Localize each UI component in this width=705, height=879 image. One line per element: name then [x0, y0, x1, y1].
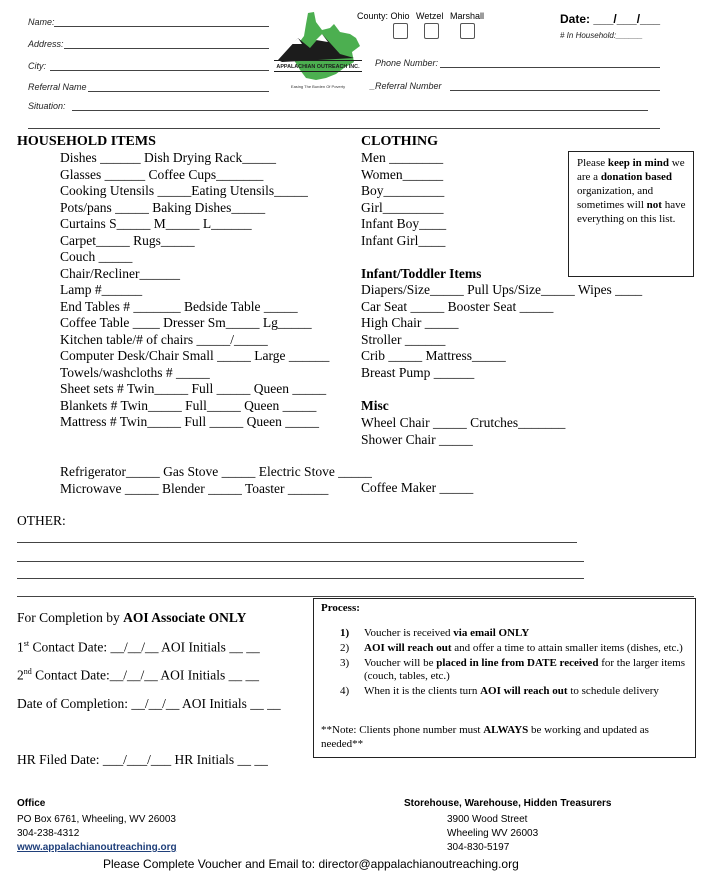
logo-name: APPALACHIAN OUTREACH INC. — [276, 64, 360, 70]
county-ohio-checkbox[interactable] — [393, 23, 408, 39]
office-phone: 304-238-4312 — [17, 828, 80, 839]
clothing-line[interactable]: Women______ — [361, 166, 444, 182]
household-line[interactable]: Cooking Utensils _____Eating Utensils_____ — [60, 183, 308, 198]
household-line[interactable]: Towels/washcloths # _____ — [60, 364, 210, 380]
household-line[interactable]: Chair/Recliner______ — [60, 265, 180, 281]
appliance-line[interactable]: Refrigerator_____ Gas Stove _____ Electric Stove _____ — [60, 464, 372, 479]
other-line-2[interactable] — [17, 561, 584, 562]
process-step — [340, 642, 690, 655]
address-label: Address: — [28, 39, 64, 49]
storehouse-title: Storehouse, Warehouse, Hidden Treasurers — [404, 798, 612, 809]
infant-heading: Infant/Toddler Items — [361, 266, 482, 281]
process-title: Process: — [321, 602, 360, 614]
name-field[interactable] — [54, 26, 269, 27]
name-label: Name: — [28, 17, 55, 27]
situation-field[interactable] — [72, 110, 648, 111]
county-label: County: Ohio — [357, 11, 410, 21]
website-link[interactable]: www.appalachianoutreaching.org — [17, 842, 177, 853]
process-step — [340, 657, 690, 683]
storehouse-street: 3900 Wood Street — [447, 814, 528, 825]
first-contact-field[interactable]: 1st Contact Date: __/__/__ AOI Initials __ __ — [17, 639, 260, 655]
infant-line[interactable]: Crib _____ Mattress_____ — [361, 348, 506, 363]
clothing-line[interactable]: Boy_________ — [361, 183, 445, 198]
storehouse-city: Wheeling WV 26003 — [447, 828, 539, 839]
referral-number-label: _Referral Number — [370, 81, 442, 91]
referral-number-field[interactable] — [450, 90, 660, 91]
clothing-heading: CLOTHING — [361, 134, 439, 149]
process-step-number: 3) — [340, 657, 350, 669]
process-step-text: Voucher will be — [364, 657, 437, 669]
process-step-text: Voucher is received — [364, 627, 454, 639]
coffee-maker-line[interactable]: Coffee Maker _____ — [361, 480, 474, 495]
second-contact-field[interactable]: 2nd Contact Date:__/__/__ AOI Initials __ __ — [17, 667, 259, 683]
household-line[interactable]: Dishes ______ Dish Drying Rack_____ — [60, 150, 276, 165]
office-title: Office — [17, 798, 46, 809]
county-wetzel-label: Wetzel — [416, 11, 444, 21]
process-step-text: to schedule delivery — [567, 685, 659, 697]
household-count-field[interactable]: # In Household:______ — [560, 31, 643, 40]
household-list — [60, 150, 329, 431]
city-label: City: — [28, 61, 46, 71]
clothing-line[interactable]: Girl_________ — [361, 199, 444, 215]
completion-date-field[interactable]: Date of Completion: __/__/__ AOI Initials __ __ — [17, 696, 281, 711]
process-steps — [340, 627, 690, 700]
infant-line[interactable]: Breast Pump ______ — [361, 364, 475, 380]
completion-title: For Completion by AOI Associate ONLY — [17, 610, 247, 625]
misc-heading: Misc — [361, 398, 389, 413]
address-field[interactable] — [64, 48, 269, 49]
other-label: OTHER: — [17, 513, 66, 528]
process-step-text: for the larger items (couch, tables, etc.) — [364, 657, 685, 682]
process-step-text: via email ONLY — [453, 627, 530, 639]
process-step-text: placed in line from DATE received — [436, 657, 599, 669]
logo-tagline: Easing The Burden Of Poverty — [290, 84, 346, 89]
infant-list — [361, 282, 642, 381]
misc-line[interactable]: Wheel Chair _____ Crutches_______ — [361, 415, 566, 430]
county-wetzel-checkbox[interactable] — [424, 23, 439, 39]
appliance-line[interactable]: Microwave _____ Blender _____ Toaster ______ — [60, 481, 329, 496]
misc-list — [361, 414, 565, 448]
city-field[interactable] — [50, 70, 269, 71]
infant-line[interactable]: High Chair _____ — [361, 315, 459, 330]
appliance-list — [60, 463, 372, 497]
county-marshall-checkbox[interactable] — [460, 23, 475, 39]
situation-field-line-2[interactable] — [28, 128, 660, 129]
clothing-line[interactable]: Infant Girl____ — [361, 232, 446, 248]
process-step-number: 2) — [340, 642, 350, 654]
household-line[interactable]: Lamp #______ — [60, 282, 143, 297]
hr-filed-field[interactable]: HR Filed Date: ___/___/___ HR Initials __ __ — [17, 752, 268, 767]
county-ohio-label: Ohio — [390, 11, 410, 21]
process-step-text: and offer a time to attain smaller items (dishes, etc.) — [451, 642, 683, 654]
process-note: **Note: Clients phone number must ALWAYS be working and updated as needed** — [321, 724, 649, 750]
process-step-text: AOI will reach out — [364, 642, 452, 654]
infant-line[interactable]: Diapers/Size_____ Pull Ups/Size_____ Wipes ____ — [361, 282, 643, 297]
household-line[interactable]: Sheet sets # Twin_____ Full _____ Queen _____ — [60, 381, 327, 396]
infant-line[interactable]: Stroller ______ — [361, 331, 446, 347]
donation-notice-text: Please keep in mind we are a donation based organization, and sometimes will not have everything on this list. — [577, 157, 686, 225]
logo-mountain-icon — [270, 8, 366, 98]
logo — [270, 8, 366, 98]
household-line[interactable]: Glasses ______ Coffee Cups_______ — [60, 166, 264, 182]
footer-instruction: Please Complete Voucher and Email to: director@appalachianoutreaching.org — [103, 857, 519, 871]
other-line-1[interactable] — [17, 542, 577, 543]
date-field[interactable]: Date: ___/___/___ — [560, 12, 661, 26]
county-marshall-label: Marshall — [450, 11, 485, 21]
household-line[interactable]: Pots/pans _____ Baking Dishes_____ — [60, 199, 266, 215]
storehouse-phone: 304-830-5197 — [447, 842, 510, 853]
phone-field[interactable] — [440, 67, 660, 68]
household-heading: HOUSEHOLD ITEMS — [17, 134, 156, 149]
household-line[interactable]: Blankets # Twin_____ Full_____ Queen _____ — [60, 397, 317, 413]
clothing-line[interactable]: Infant Boy____ — [361, 216, 447, 231]
process-step — [340, 685, 690, 698]
household-line[interactable]: Curtains S_____ M_____ L______ — [60, 216, 252, 231]
infant-line[interactable]: Car Seat _____ Booster Seat _____ — [361, 298, 554, 314]
household-line[interactable]: Kitchen table/# of chairs _____/_____ — [60, 331, 268, 347]
other-line-3[interactable] — [17, 578, 584, 579]
office-address: PO Box 6761, Wheeling, WV 26003 — [17, 814, 176, 825]
process-step — [340, 627, 690, 640]
process-step-number: 1) — [340, 627, 350, 639]
process-step-text: When it is the clients turn — [364, 685, 481, 697]
donation-notice-box — [568, 151, 694, 277]
clothing-list — [361, 150, 446, 249]
situation-label: Situation: — [28, 101, 66, 111]
process-step-number: 4) — [340, 685, 350, 697]
referral-name-label: Referral Name — [28, 82, 87, 92]
misc-line[interactable]: Shower Chair _____ — [361, 432, 473, 447]
household-line[interactable]: Mattress # Twin_____ Full _____ Queen _____ — [60, 414, 320, 429]
household-line[interactable]: End Tables # _______ Bedside Table _____ — [60, 298, 298, 314]
household-line[interactable]: Carpet_____ Rugs_____ — [60, 232, 195, 248]
household-line[interactable]: Coffee Table ____ Dresser Sm_____ Lg_____ — [60, 315, 312, 330]
clothing-line[interactable]: Men ________ — [361, 150, 444, 165]
process-box — [313, 598, 696, 758]
process-step-text: AOI will reach out — [480, 685, 568, 697]
other-line-4[interactable] — [17, 596, 694, 597]
office-lines — [17, 813, 177, 855]
storehouse-lines — [447, 813, 538, 855]
household-line[interactable]: Couch _____ — [60, 249, 133, 264]
phone-label: Phone Number: — [375, 58, 439, 68]
household-line[interactable]: Computer Desk/Chair Small _____ Large ______ — [60, 348, 330, 363]
referral-name-field[interactable] — [88, 91, 269, 92]
